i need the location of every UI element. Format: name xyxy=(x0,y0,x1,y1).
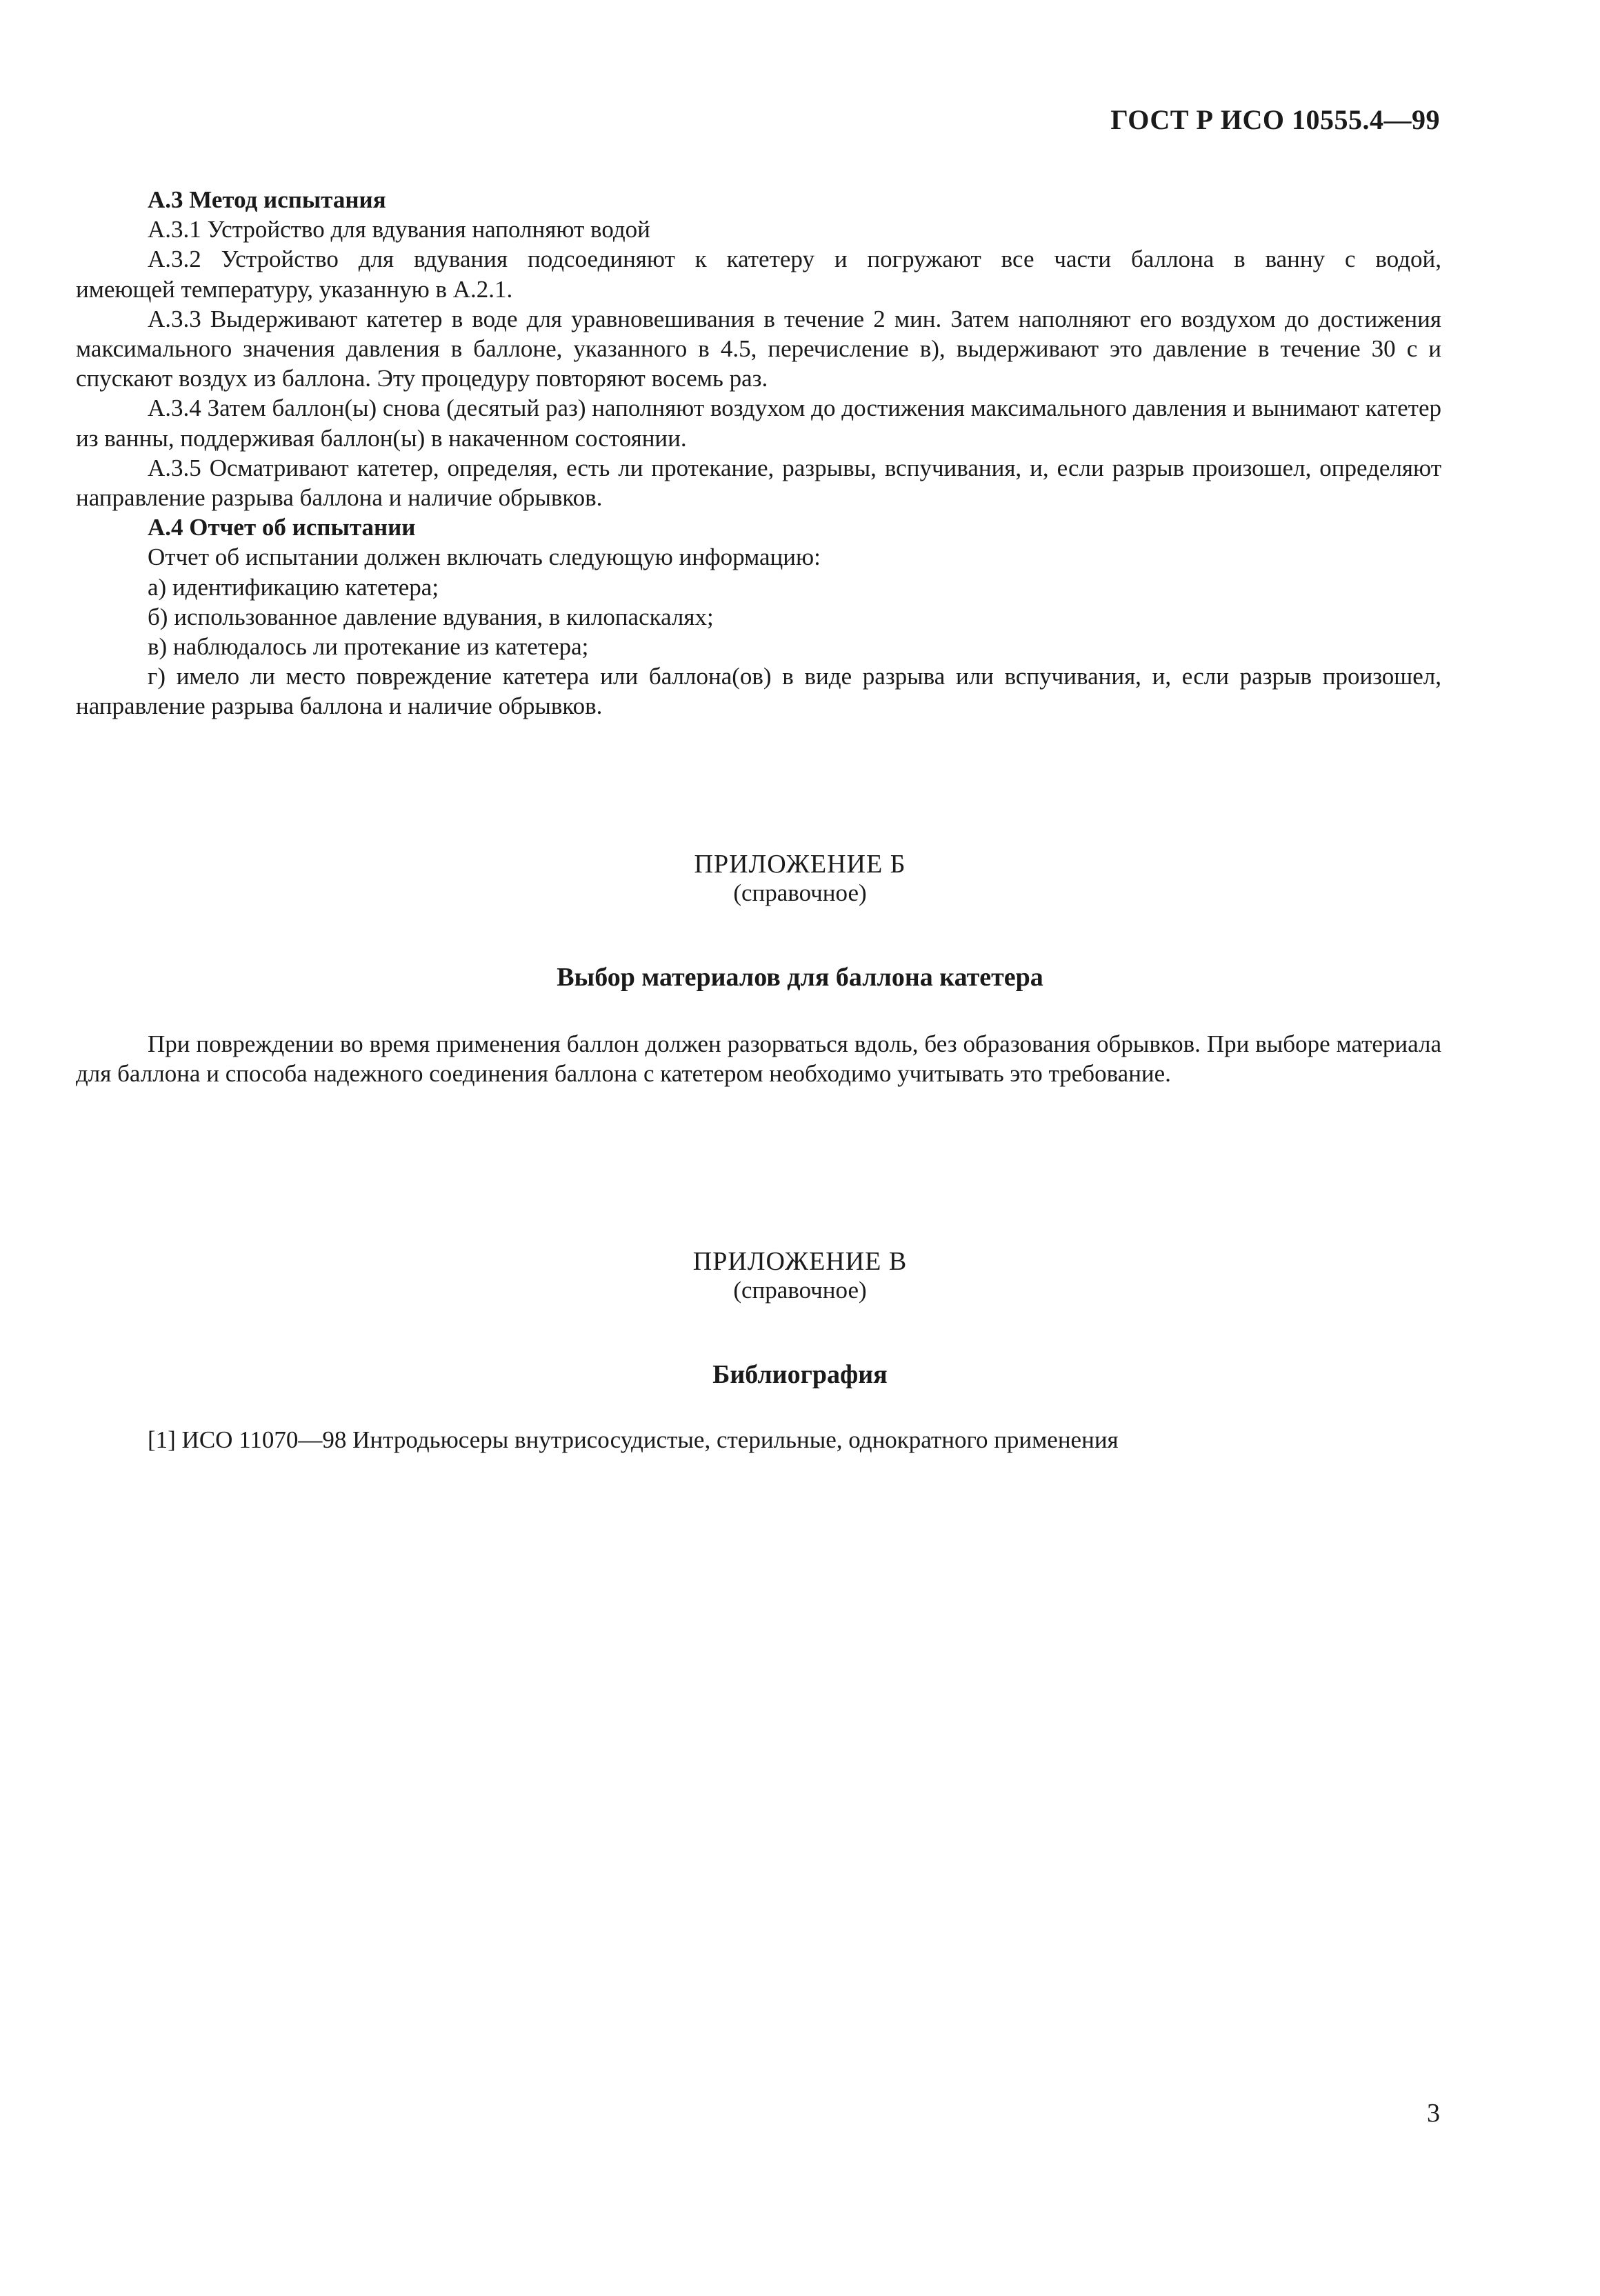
list-item: г) имело ли место повреждение катетера или баллона(ов) в виде разрыва или вспучивания, и, если разрыв произошел, направление разрыва баллона и наличие обрывков. xyxy=(76,663,1441,720)
bibliography-heading: Библиография xyxy=(712,1360,888,1389)
list-item: а) идентификацию катетера; xyxy=(148,573,439,601)
section-a4-heading: А.4 Отчет об испытании xyxy=(148,514,416,541)
paragraph-a3-4: А.3.4 Затем баллон(ы) снова (десятый раз) наполняют воздухом до достижения максимального давления и вынимают катетер из ванны, поддерживая баллон(ы) в накаченном состоянии. xyxy=(76,395,1441,452)
appendix-b-subtitle: (справочное) xyxy=(733,879,867,906)
list-item: в) наблюдалось ли протекание из катетера; xyxy=(148,633,589,661)
paragraph-a3-1: А.3.1 Устройство для вдувания наполняют водой xyxy=(148,216,650,243)
section-a4-intro: Отчет об испытании должен включать следующую информацию: xyxy=(148,543,821,571)
list-item: б) использованное давление вдувания, в килопаскалях; xyxy=(148,603,714,630)
appendix-b-title: ПРИЛОЖЕНИЕ Б xyxy=(694,850,906,879)
paragraph-a3-2-line2: имеющей температуру, указанную в А.2.1. xyxy=(76,275,513,303)
appendix-b-heading: Выбор материалов для баллона катетера xyxy=(557,963,1043,992)
document-code: ГОСТ Р ИСО 10555.4—99 xyxy=(1110,104,1440,135)
appendix-c-title: ПРИЛОЖЕНИЕ В xyxy=(692,1247,908,1276)
section-a3-a4 xyxy=(76,185,1441,721)
page-number: 3 xyxy=(1427,2099,1440,2128)
section-a3-heading: А.3 Метод испытания xyxy=(148,186,386,213)
bibliography-list xyxy=(76,1425,1441,1455)
bibliography-entry: [1] ИСО 11070—98 Интродьюсеры внутрисосудистые, стерильные, однократного применения xyxy=(148,1426,1119,1453)
appendix-c-subtitle: (справочное) xyxy=(733,1277,867,1304)
paragraph-a3-2-line1: А.3.2 Устройство для вдувания подсоединяют к катетеру и погружают все части баллона в ванну с водой, xyxy=(148,246,1441,273)
paragraph-a3-3: А.3.3 Выдерживают катетер в воде для уравновешивания в течение 2 мин. Затем наполняют его воздухом до достижения максимального значения давления в баллоне, указанного в 4.5, перечисление в), выдерживают это давление в течение 30 с и спускают воздух из баллона. Эту процедуру повторяют восемь раз. xyxy=(76,305,1441,392)
paragraph-a3-5: А.3.5 Осматривают катетер, определяя, есть ли протекание, разрывы, вспучивания, и, если разрыв произошел, определяют направление разрыва баллона и наличие обрывков. xyxy=(76,454,1441,512)
appendix-b-text: При повреждении во время применения баллон должен разорваться вдоль, без образования обрывков. При выборе материала для баллона и способа надежного соединения баллона с катетером необходимо учитывать это требование. xyxy=(76,1030,1441,1088)
